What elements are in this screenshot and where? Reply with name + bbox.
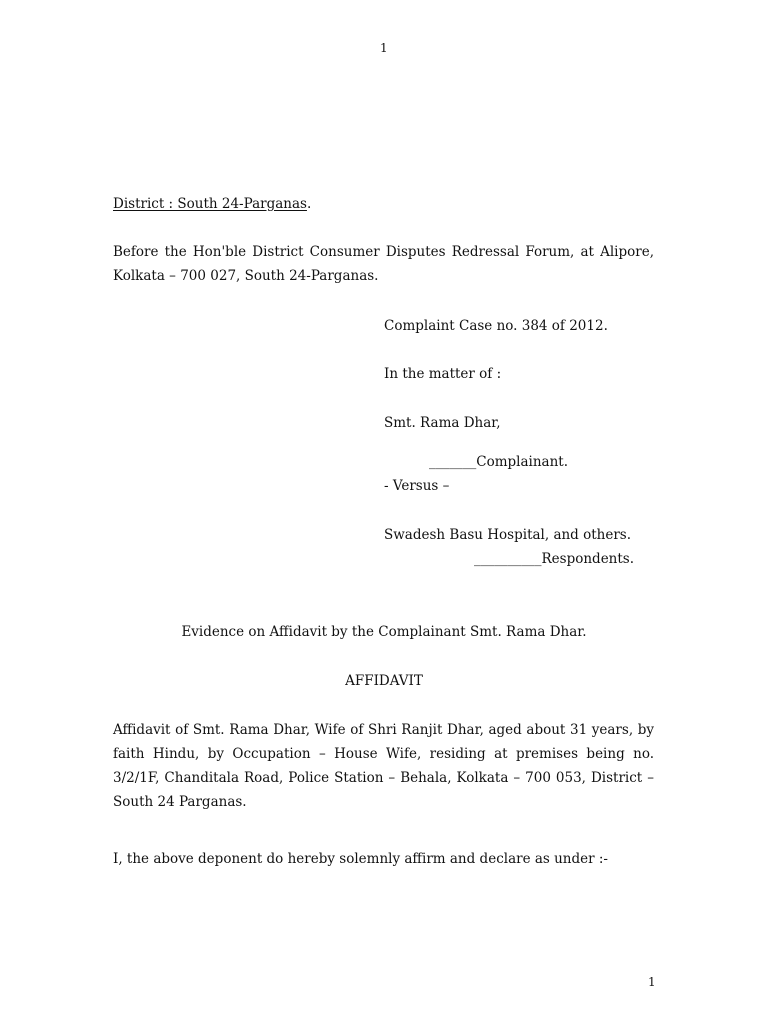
affidavit-paragraph: Affidavit of Smt. Rama Dhar, Wife of Shri Ranjit Dhar, aged about 31 years, by faith Hindu, by Occupation – House Wife, residing at premises being no. 3/2/1F, Chanditala Road, Police Station – Behala, Kolkata – 700 053, District – South 24 Parganas. [113,722,654,810]
court-paragraph: Before the Hon'ble District Consumer Disputes Redressal Forum, at Alipore, Kolkata – 700 027, South 24-Parganas. [113,244,654,284]
district-line [113,192,311,216]
evidence-title: Evidence on Affidavit by the Complainant Smt. Rama Dhar. [181,624,587,640]
complainant-name: Smt. Rama Dhar, [384,415,501,431]
respondent-name: Swadesh Basu Hospital, and others. [384,527,632,543]
matter-label: In the matter of : [384,366,502,382]
footer-page-number: 1 [648,975,656,989]
declaration-line: I, the above deponent do hereby solemnly affirm and declare as under :- [113,851,608,867]
district-label: District : South 24-Parganas [113,196,307,212]
case-number: Complaint Case no. 384 of 2012. [384,318,608,334]
versus-line: - Versus – [384,478,450,494]
complainant-role: _______Complainant. [429,454,568,470]
respondent-role: __________Respondents. [474,551,635,567]
district-suffix: . [306,196,312,212]
header-page-number: 1 [380,41,388,55]
affidavit-heading: AFFIDAVIT [345,673,423,689]
